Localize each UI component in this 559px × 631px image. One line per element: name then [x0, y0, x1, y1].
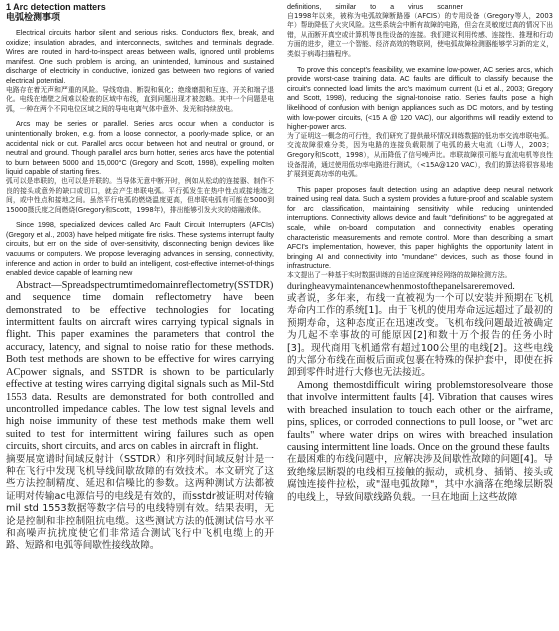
paragraph-feasibility-cn: 为了证明这一概念的可行性，我们研究了提供最坏情况训练数据的低功率交流串联电弧。交流故障很难分类，因为电路的连接负载限制了电弧的最大电流（Li等人，2003；Gregory和Scott，1998），从而降低了信号噪声比。串联故障很可能与直流电机等良性设备混淆，通过使用低功率电路进行测试，（<15A@120 VAC），我们的算法将很容易地扩展到更高功率的电弧。 — [287, 131, 553, 179]
paragraph-intermittent-cn: 在最困难的布线问题中，应解决涉及间歇性故障的问题[4]。导致绝缘层断裂的电线相互接触的振动，或机身、插销、接头或腐蚀连接件拉松，或"湿电弧故障"，其中水滴落在绝缘层断裂的电线上，导致间歇线路负载。一旦在地面上这些故障 — [287, 454, 553, 503]
paragraph-proposal-cn: 本文提出了一种基于实时数据训练的自适应深度神经网络的故障检测方法。 — [287, 271, 512, 280]
paragraph-afci-cn: 自1998年以来，被称为电弧故障断路器（AFCIS）的专用设备（Gregory等人，2003年）帮助降低了火灾风险。这些系统会中断有故障的电路，但会在灵敏度过高的情况下出错，从而断开真空或计算机等良性设备的连接。我们建议利用传感、连接性、推理和行动方面的进步，建立一个智能、经济高效的物联网，使电弧故障检测器能够学习新的定义，类似于病毒扫描程序。 — [287, 11, 553, 58]
paragraph-feasibility-en: To prove this concept's feasibility, we examine low-power, AC series arcs, which provide worst-case training data. AC faults are difficult to classify because the circuit's connected load limits the arc's maximum current (Li et al., 2003; Gregory and Scott, 1998), reducing the signal-tonoise ratio. Series faults pose a high likelihood of confusion with benign appliances such as DC motors, and by testing with low-power circuits, (<15 A @ 120 VAC), our algorithms will readily extend to higher-power arcs. — [287, 64, 553, 132]
left-column — [2, 0, 278, 631]
paragraph-intermittent-en: Among themostdifficult wiring problemstoresolveare those that involve intermittent faults [4]. Vibration that causes wires with breached insulation to touch each other or the airframe, pins, splices, or corroded connections to pull loose, or "wet arc faults" where water drips on wires with breached insulation causing intermittent line loads. Once on the ground these faults — [287, 379, 553, 453]
paragraph-maintenance-en: duringheavymaintenancewhenmostofthepanelsareremoved. — [287, 280, 515, 292]
abstract-cn: 摘要展宽谱时间域反射计（SSTDR）和序列时间域反射计是一种在飞行中发现飞机导线间歇故障的有效技术。本文研究了这些方法控制精度、延迟和信噪比的参数。这两种测试方法都被证明对传输ac电源信号的电线是有效的，而sstdr被证明对传输mil std 1553数据等数字信号的电线特别有效。结果表明，无论是控制和非控制阻抗电缆。这些测试方法的低测试信号水平和高噪声抗扰度使它们非常适合测试飞行中飞机电缆上的开路、短路和电弧等间歇性接线故障。 — [6, 453, 274, 552]
paragraph-risks-en: Electrical circuits harbor silent and serious risks. Conductors flex, break, and oxidize; insulation abrades, and interconnects, switches and terminals degrade. Wires are routed in hard-to-inspect areas between walls, ignored until problems manifest. One such problem is arcing, an unintended, luminous and sustained discharge of electricity in conductive, ionized gas between two regions of varied electrical potential. — [6, 28, 274, 85]
paragraph-arcs-cn: 弧可以是串联的，也可以是并联的。当导体无意中断开时，例如从松动的连接器、制作不良的接头或意外的缺口或切口，就会产生串联电弧。平行弧发生在热中性点或接地端之间，或中性点和接地之间。虽然平行电弧的燃烧温度更高，但串联电弧有可能在5000到15000摄氏度之间燃烧(Gregory和Scott，1998年)，排出能够引发火灾的熔融液体。 — [6, 176, 274, 214]
section-heading: 1 Arc detection matters — [6, 2, 106, 12]
section-heading-cn: 电弧检测事项 — [6, 13, 61, 23]
right-column — [283, 0, 557, 631]
paragraph-afci-en: Since 1998, specialized devices called Arc Fault Circuit Interrupters (AFCIs) (Gregory et al., 2003) have helped mitigate fire risks. These systems interrupt faulty circuits, but err on the side of over-sensitivity, disconnecting benign devices like vacuums or computers. We propose leveraging advances in sensing, connectivity, inference and action in order to build an intelligent, cost-effective internet-of-things enabled device capable of learning new — [6, 220, 274, 278]
paragraph-risks-cn: 电路存在着无声和严重的风险。导线弯曲、断裂和氧化；绝缘磨损和互连、开关和端子退化。电线在墙壁之间难以检查的区域中布线，直到问题出现才被忽略。其中一个问题是电弧，一种在两个不同电位区域之间的导电电离气体中意外、发光和持续放电。 — [6, 85, 274, 113]
paragraph-wiring-cn: 或者说，多年来，布线一直被视为一个可以安装并预期在飞机寿命内工作的系统[1]。由于飞机的使用寿命远远超过了最初的预期寿命，这种态度正在迅速改变。飞机布线问题最近被确定为几起不幸事故的可能原因[2]和数十万个报告的任务小时[3]。现代商用飞机通常有超过100公里的电线[2]。这些电线的大部分布线在面板后面或包裹在特殊的保护套中，即使在拆卸到零件时进行大修也无法接近。 — [287, 293, 553, 379]
paragraph-definitions-en: definitions, similar to a virus scanner — [287, 2, 463, 11]
abstract-en: Abstract—Spreadspectrumtimedomainreflectometry(SSTDR) and sequence time domain reflectometry have been demonstrated to be effective technologies for locating intermittent faults on aircraft wires carrying typical signals in flight. This paper examines the parameters that control the accuracy, latency, and signal to noise ratio for these methods. Both test methods are shown to be effective for wires carrying ACpower signals, and SSTDR is shown to be particularly effective at testing wires carrying digital signals such as Mil-Std 1553 data. Results are demonstrated for both controlled and uncontrolled impedance cables. The low test signal levels and high noise immunity of these test methods make them well suited to test for intermittent wiring failures such as open circuits, short circuits, and arcs on cables in aircraft in flight. — [6, 279, 274, 453]
paragraph-arcs-en: Arcs may be series or parallel. Series arcs occur when a conductor is unintentionally broken, e.g. from a loose connector, a poorly-made splice, or an accidental nick or cut. Parallel arcs occur between hot and neutral or ground, or neutral and ground. Though parallel arcs burn hotter, series arcs have the potential to burn between 5000 and 15,000°C (Gregory and Scott, 1998), expelling molten liquid capable of starting fires. — [6, 119, 274, 177]
paragraph-proposal-en: This paper proposes fault detection using an adaptive deep neural network trained using real data. Such a system provides a future-proof and scalable system for arc classification, maintaining sensitivity while reducing unintended interruptions. Connectivity allows device and fault "definitions" to be aggregated at scale, while on-board computation and connectivity enables operating characteristic measurements and remote control. More than describing a smart AFCI's implementation, however, this paper highlights the opportunity latent in bringing AI and connectivity into "mundane" devices, such as those found in infrastructure. — [287, 184, 553, 271]
